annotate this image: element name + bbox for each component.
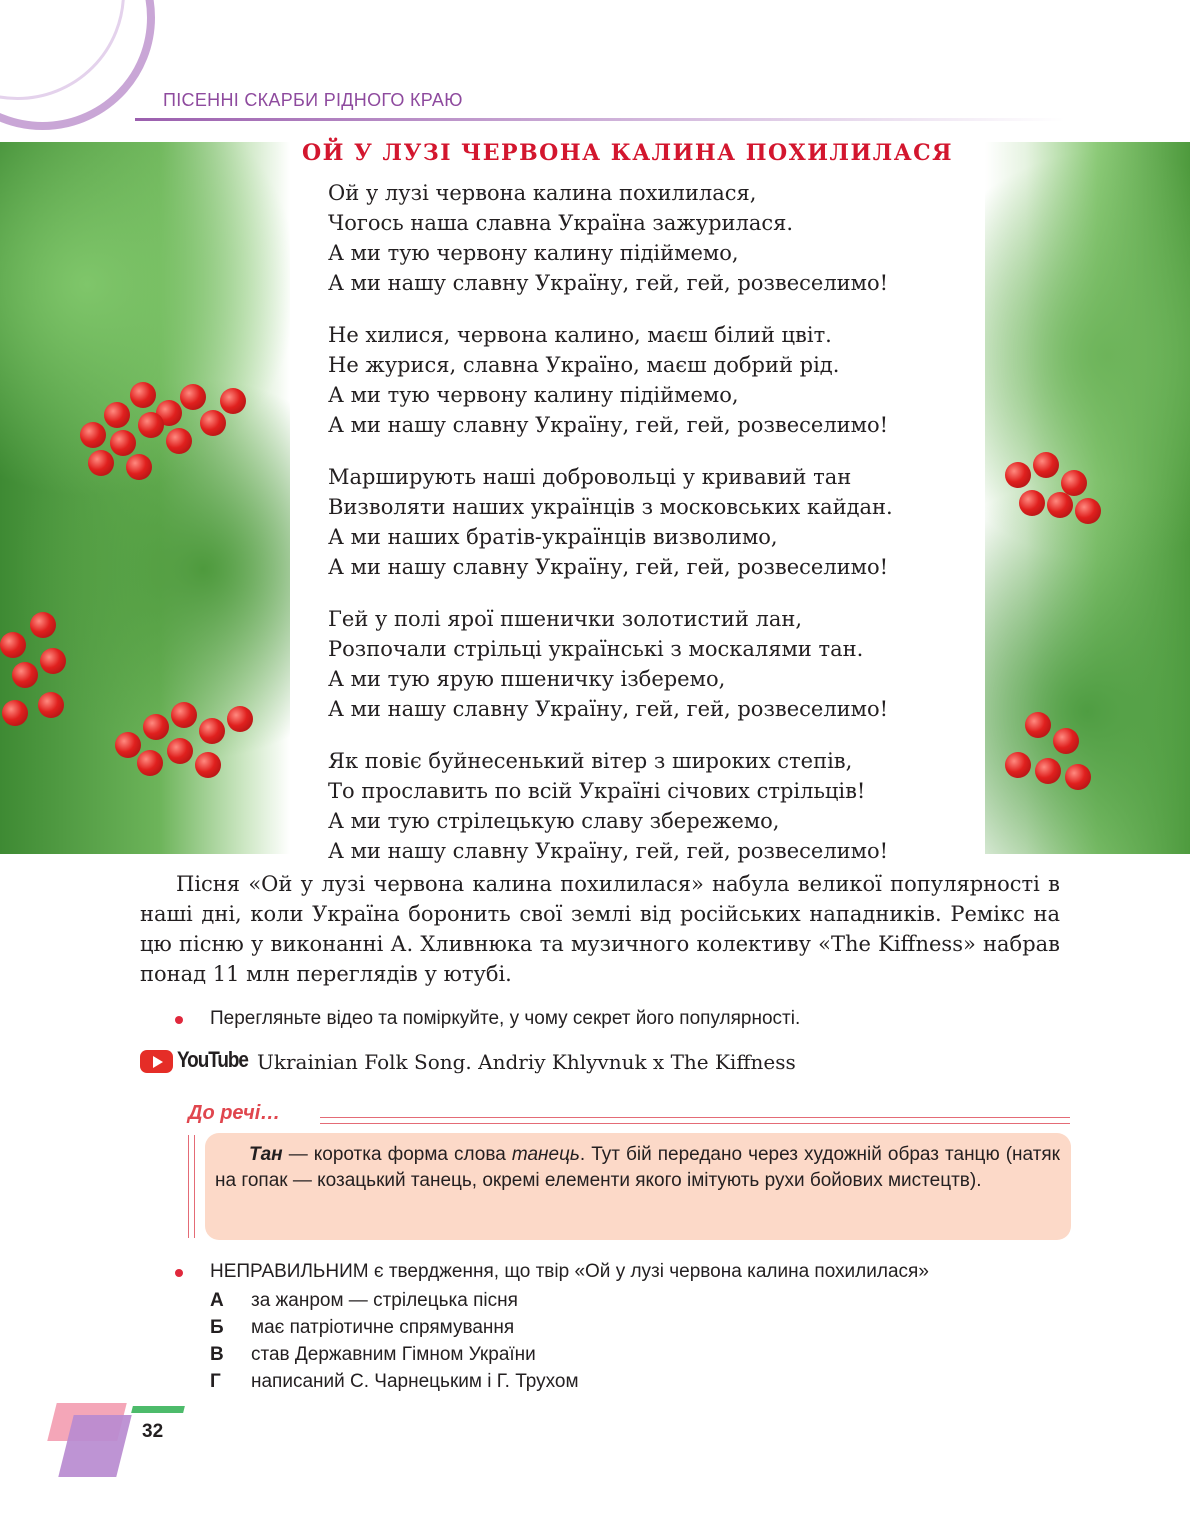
poem-line: Гей у полі ярої пшенички золотистий лан, [328, 607, 803, 631]
youtube-play-icon [140, 1050, 173, 1073]
stanza-3 [328, 462, 988, 582]
note-text-part: — коротка форма слова [282, 1144, 512, 1165]
section-title: ПІСЕННІ СКАРБИ РІДНОГО КРАЮ [163, 90, 463, 110]
option-text: став Державним Гімном України [251, 1344, 536, 1365]
note-text [215, 1142, 1060, 1194]
poem-title: ОЙ У ЛУЗІ ЧЕРВОНА КАЛИНА ПОХИЛИЛАСЯ [301, 140, 954, 166]
poem-line: А ми нашу славну Україну, гей, гей, розвеселимо! [328, 413, 889, 437]
viburnum-photo-left [0, 142, 290, 854]
poem-line: А ми тую стрілецькую славу збережемо, [328, 809, 780, 833]
note-term-italic: танець [511, 1144, 580, 1165]
poem-line: А ми нашу славну Україну, гей, гей, розвеселимо! [328, 271, 889, 295]
header-arc-decoration [0, 0, 155, 130]
option-text: має патріотичне спрямування [251, 1317, 515, 1338]
poem-line: То прославить по всій Україні січових стрільців! [328, 779, 866, 803]
note-heading: До речі… [188, 1102, 281, 1124]
question-prompt: НЕПРАВИЛЬНИМ є твердження, що твір «Ой у лузі червона калина похилилася» [210, 1261, 929, 1282]
page-number: 32 [142, 1421, 164, 1442]
note-term: Тан [249, 1144, 283, 1165]
youtube-video-title[interactable]: Ukrainian Folk Song. Andriy Khlyvnuk x The Kiffness [257, 1050, 796, 1074]
bullet-icon [175, 1016, 183, 1024]
stanza-2 [328, 320, 988, 440]
stanza-1 [328, 178, 988, 298]
option-letter: Б [210, 1317, 224, 1338]
note-heading-rule [320, 1117, 1070, 1124]
note-text-part: . Тут бій передано через художній образ танцю (натяк на гопак — козацький танець, окремі елементи якого імітують рухи бойових мистецтв). [215, 1144, 1060, 1191]
poem-line: Не журися, славна Україно, маєш добрий рід. [328, 353, 840, 377]
intro-paragraph: Пісня «Ой у лузі червона калина похилилася» набула великої популярності в наші дні, коли Україна боронить свої землі від російських нападників. Ремікс на цю пісню у виконанні А. Хливнюка та музичного колективу «The Kiffness» набрав понад 11 млн переглядів у ютубі. [140, 872, 1060, 986]
youtube-logo-text: YouTube [177, 1047, 248, 1072]
option-text: написаний С. Чарнецьким і Г. Трухом [251, 1371, 579, 1392]
stanza-5 [328, 746, 988, 866]
poem-line: А ми тую червону калину підіймемо, [328, 383, 739, 407]
poem-line: А ми наших братів-українців визволимо, [328, 525, 778, 549]
header-rule [135, 118, 1065, 121]
footer-decoration-green [131, 1406, 185, 1413]
poem-line: Розпочали стрільці українські з москалями тан. [328, 637, 864, 661]
poem-line: Визволяти наших українців з московських кайдан. [328, 495, 893, 519]
poem-line: Не хилися, червона калино, маєш білий цвіт. [328, 323, 832, 347]
poem-line: А ми нашу славну Україну, гей, гей, розвеселимо! [328, 697, 889, 721]
poem-stanzas [328, 178, 988, 888]
poem-line: Ой у лузі червона калина похилилася, [328, 181, 757, 205]
option-text: за жанром — стрілецька пісня [251, 1290, 518, 1311]
note-side-bar [188, 1135, 195, 1238]
option-letter: В [210, 1344, 224, 1365]
poem-line: Марширують наші добровольці у кривавий тан [328, 465, 852, 489]
poem-line: А ми нашу славну Україну, гей, гей, розвеселимо! [328, 555, 889, 579]
option-letter: А [210, 1290, 224, 1311]
poem-line: А ми тую червону калину підіймемо, [328, 241, 739, 265]
poem-line: А ми нашу славну Україну, гей, гей, розвеселимо! [328, 839, 889, 863]
viburnum-photo-right [985, 142, 1190, 854]
poem-line: Як повіє буйнесенький вітер з широких степів, [328, 749, 853, 773]
option-letter: Г [210, 1371, 221, 1392]
poem-line: Чогось наша славна Україна зажурилася. [328, 211, 794, 235]
bullet-icon [175, 1269, 183, 1277]
stanza-4 [328, 604, 988, 724]
poem-line: А ми тую ярую пшеничку ізберемо, [328, 667, 726, 691]
task-text: Перегляньте відео та поміркуйте, у чому секрет його популярності. [210, 1008, 801, 1029]
